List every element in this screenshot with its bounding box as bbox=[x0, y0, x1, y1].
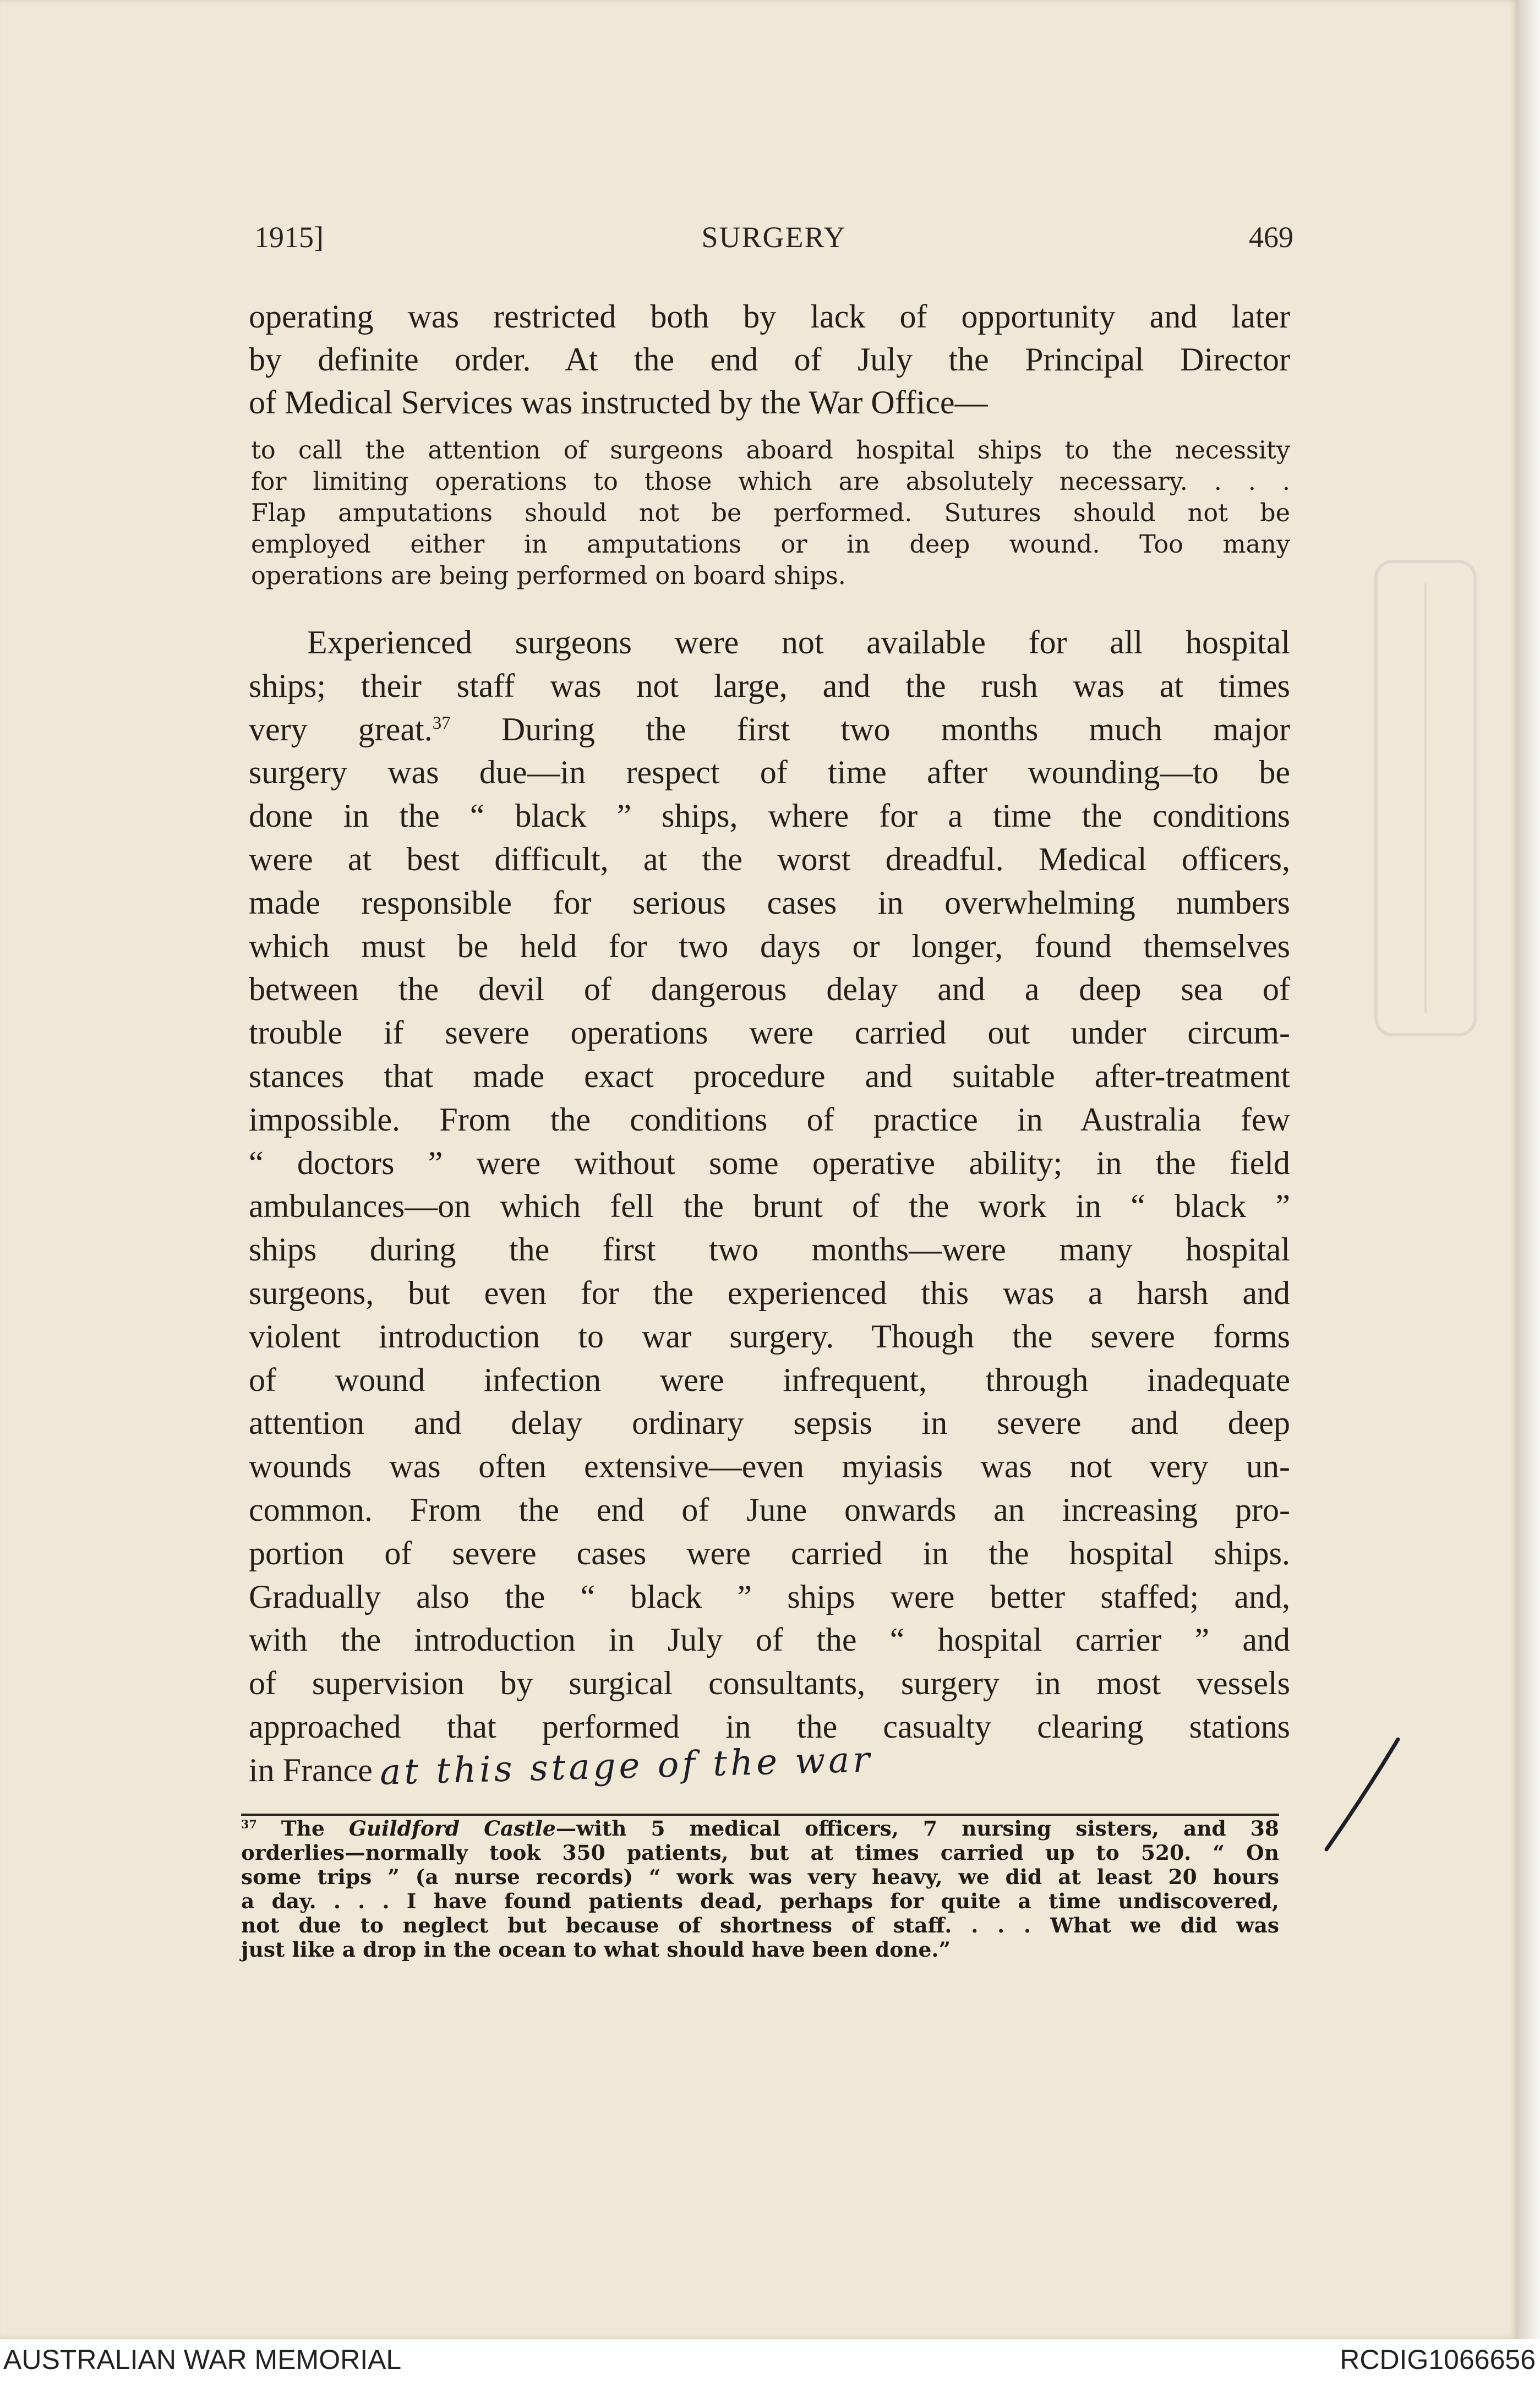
text-line: operating was restricted both by lack of opportunity and later bbox=[249, 298, 1290, 335]
page-edge-shadow bbox=[1518, 0, 1540, 2339]
handwritten-annotation: at this stage of the war bbox=[379, 1739, 873, 1793]
text-line: portion of severe cases were carried in the hospital ships. bbox=[249, 1535, 1290, 1571]
text-line: ships during the first two months—were many hospital bbox=[249, 1231, 1290, 1268]
text-line: violent introduction to war surgery. Though the severe forms bbox=[249, 1318, 1290, 1355]
text-line: by definite order. At the end of July the Principal Director bbox=[249, 341, 1290, 378]
text-line: ambulances—on which fell the brunt of the work in “ black ” bbox=[249, 1188, 1290, 1225]
footnote-number: 37 bbox=[241, 1817, 257, 1831]
text-fragment: —with 5 medical officers, 7 nursing sisters, and 38 bbox=[555, 1816, 1279, 1841]
page-header bbox=[254, 220, 1293, 259]
block-quote bbox=[251, 435, 1290, 592]
text-line: which must be held for two days or longer, found themselves bbox=[249, 927, 1290, 964]
archive-credit: AUSTRALIAN WAR MEMORIAL bbox=[3, 2344, 402, 2375]
footnote-divider bbox=[241, 1814, 1279, 1816]
text-line: done in the “ black ” ships, where for a time the conditions bbox=[249, 798, 1290, 834]
quote-line: Flap amputations should not be performed. Sutures should not be bbox=[251, 499, 1290, 527]
footnote-line: not due to neglect but because of shortness of staff. . . . What we did was bbox=[241, 1913, 1279, 1937]
text-line: surgeons, but even for the experienced this was a harsh and bbox=[249, 1274, 1290, 1311]
quote-line: operations are being performed on board ships. bbox=[251, 562, 846, 590]
text-line: with the introduction in July of the “ hospital carrier ” and bbox=[249, 1621, 1290, 1658]
text-line: of supervision by surgical consultants, surgery in most vessels bbox=[249, 1665, 1290, 1702]
text-line: stances that made exact procedure and suitable after-treatment bbox=[249, 1057, 1290, 1094]
text-line: of wound infection were infrequent, through inadequate bbox=[249, 1361, 1290, 1398]
text-line: were at best difficult, at the worst dreadful. Medical officers, bbox=[249, 840, 1290, 877]
text-line: between the devil of dangerous delay and a deep sea of bbox=[249, 971, 1290, 1008]
footnote-reference: 37 bbox=[432, 713, 451, 733]
text-line: in France bbox=[249, 1751, 373, 1788]
page-number: 469 bbox=[1249, 221, 1293, 254]
handwritten-margin-mark bbox=[1315, 1734, 1404, 1855]
faint-stamp-watermark bbox=[1365, 550, 1486, 1046]
paragraph-2 bbox=[249, 621, 1290, 1792]
footnote-line bbox=[241, 1816, 1279, 1841]
footnote-line: orderlies—normally took 350 patients, but at times carried up to 520. “ On bbox=[241, 1841, 1279, 1865]
text-line: ships; their staff was not large, and the rush was at times bbox=[249, 667, 1290, 704]
text-line: of Medical Services was instructed by the War Office— bbox=[249, 384, 988, 421]
text-line: wounds was often extensive—even myiasis was not very un- bbox=[249, 1448, 1290, 1485]
text-fragment: During the first two months much major bbox=[450, 711, 1291, 747]
archive-record-id: RCDIG1066656 bbox=[1340, 2344, 1536, 2375]
text-line: made responsible for serious cases in overwhelming numbers bbox=[249, 884, 1290, 921]
text-line: attention and delay ordinary sepsis in severe and deep bbox=[249, 1405, 1290, 1442]
text-fragment: very great. bbox=[249, 711, 433, 747]
footnote-line: just like a drop in the ocean to what should have been done.” bbox=[241, 1937, 951, 1962]
quote-line: for limiting operations to those which are absolutely necessary. . . . bbox=[251, 468, 1290, 496]
text-line: trouble if severe operations were carried out under circum- bbox=[249, 1014, 1290, 1051]
ship-name: Guildford Castle bbox=[348, 1816, 556, 1841]
text-line-with-footnote-ref bbox=[249, 708, 1290, 751]
text-line: common. From the end of June onwards an increasing pro- bbox=[249, 1491, 1290, 1528]
text-fragment: The bbox=[256, 1816, 349, 1841]
footnote bbox=[241, 1816, 1279, 1962]
quote-line: employed either in amputations or in deep wound. Too many bbox=[251, 531, 1290, 559]
header-year: 1915] bbox=[254, 221, 324, 254]
paragraph-1 bbox=[249, 295, 1290, 424]
quote-line: to call the attention of surgeons aboard hospital ships to the necessity bbox=[251, 436, 1290, 465]
text-line: approached that performed in the casualty clearing stations bbox=[249, 1708, 1290, 1745]
footnote-line: a day. . . . I have found patients dead, perhaps for quite a time undiscovered, bbox=[241, 1889, 1279, 1913]
text-line: Gradually also the “ black ” ships were better staffed; and, bbox=[249, 1578, 1290, 1615]
running-title: SURGERY bbox=[701, 221, 847, 254]
footnote-line: some trips ” (a nurse records) “ work was very heavy, we did at least 20 hours bbox=[241, 1865, 1279, 1889]
text-line: Experienced surgeons were not available for all hospital bbox=[307, 624, 1290, 660]
text-line: “ doctors ” were without some operative ability; in the field bbox=[249, 1144, 1290, 1181]
text-line: impossible. From the conditions of practice in Australia few bbox=[249, 1101, 1290, 1138]
text-line: surgery was due—in respect of time after wounding—to be bbox=[249, 754, 1290, 791]
